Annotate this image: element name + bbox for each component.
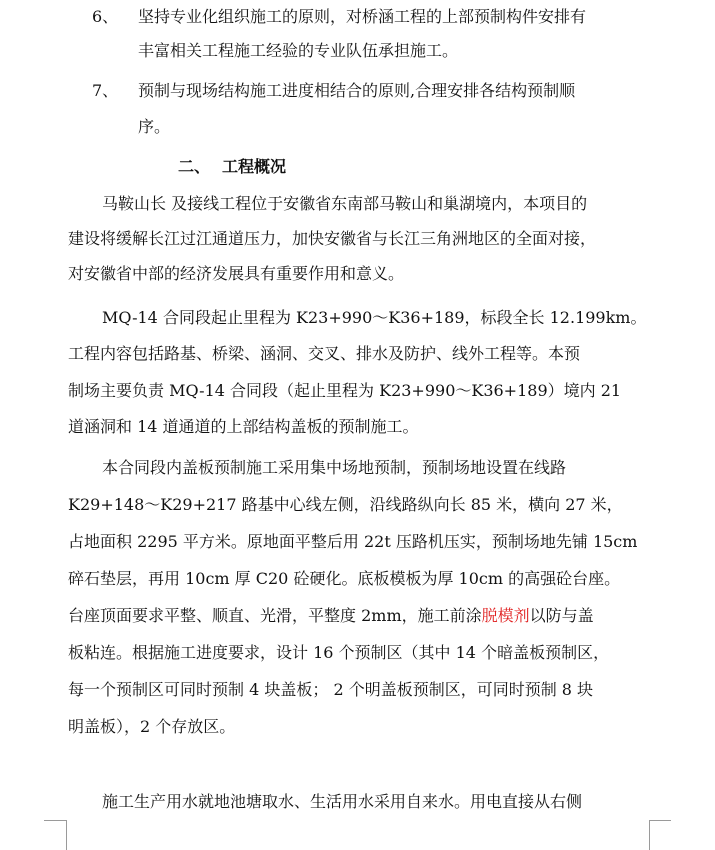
text-line: 工程内容包括路基、桥梁、涵洞、交叉、排水及防护、线外工程等。本预 <box>68 344 581 363</box>
text-line: MQ-14 合同段起止里程为 K23+990～K36+189，标段全长 12.199km。 <box>102 308 647 327</box>
text-line: 本合同段内盖板预制施工采用集中场地预制，预制场地设置在线路 <box>102 458 567 477</box>
text-line: 每一个预制区可同时预制 4 块盖板； 2 个明盖板预制区，可同时预制 8 块 <box>68 680 594 699</box>
text-line: 碎石垫层，再用 10cm 厚 C20 砼硬化。底板模板为厚 10cm 的高强砼台座。 <box>68 569 621 588</box>
crop-mark-right-vertical <box>649 820 650 850</box>
crop-mark-left-vertical <box>66 820 67 850</box>
list-text-line: 预制与现场结构施工进度相结合的原则,合理安排各结构预制顺 <box>138 81 576 100</box>
list-number: 6、 <box>92 7 119 26</box>
text-line: 施工生产用水就地池塘取水、生活用水采用自来水。用电直接从右侧 <box>102 792 583 811</box>
crop-mark-left-horizontal <box>44 820 66 821</box>
text-line: 占地面积 2295 平方米。原地面平整后用 22t 压路机压实，预制场地先铺 15cm <box>68 532 638 551</box>
list-text-line: 丰富相关工程施工经验的专业队伍承担施工。 <box>138 41 459 60</box>
highlighted-term: 脱模剂 <box>481 606 530 625</box>
text-line <box>68 605 594 627</box>
crop-mark-right-horizontal <box>649 820 671 821</box>
list-text-line: 坚持专业化组织施工的原则，对桥涵工程的上部预制构件安排有 <box>138 7 587 26</box>
text-line: 马鞍山长 及接线工程位于安徽省东南部马鞍山和巢湖境内，本项目的 <box>102 194 588 213</box>
text-line: 对安徽省中部的经济发展具有重要作用和意义。 <box>68 264 405 283</box>
text-before-highlight: 台座顶面要求平整、顺直、光滑，平整度 2mm，施工前涂 <box>68 606 482 625</box>
section-title: 工程概况 <box>222 157 287 176</box>
text-line: 建设将缓解长江过江通道压力，加快安徽省与长江三角洲地区的全面对接， <box>68 229 597 248</box>
text-line: 明盖板），2 个存放区。 <box>68 717 236 736</box>
list-text-line: 序。 <box>138 117 171 136</box>
section-number: 二、 <box>178 157 211 176</box>
text-line: 制场主要负责 MQ-14 合同段（起止里程为 K23+990～K36+189）境内 21 <box>68 381 622 400</box>
text-after-highlight: 以防与盖 <box>529 606 594 625</box>
list-number: 7、 <box>92 81 119 100</box>
text-line: 道涵洞和 14 道通道的上部结构盖板的预制施工。 <box>68 417 419 436</box>
text-line: 板粘连。根据施工进度要求，设计 16 个预制区（其中 14 个暗盖板预制区， <box>68 643 610 662</box>
text-line: K29+148～K29+217 路基中心线左侧，沿线路纵向长 85 米，横向 27 米， <box>68 495 623 514</box>
